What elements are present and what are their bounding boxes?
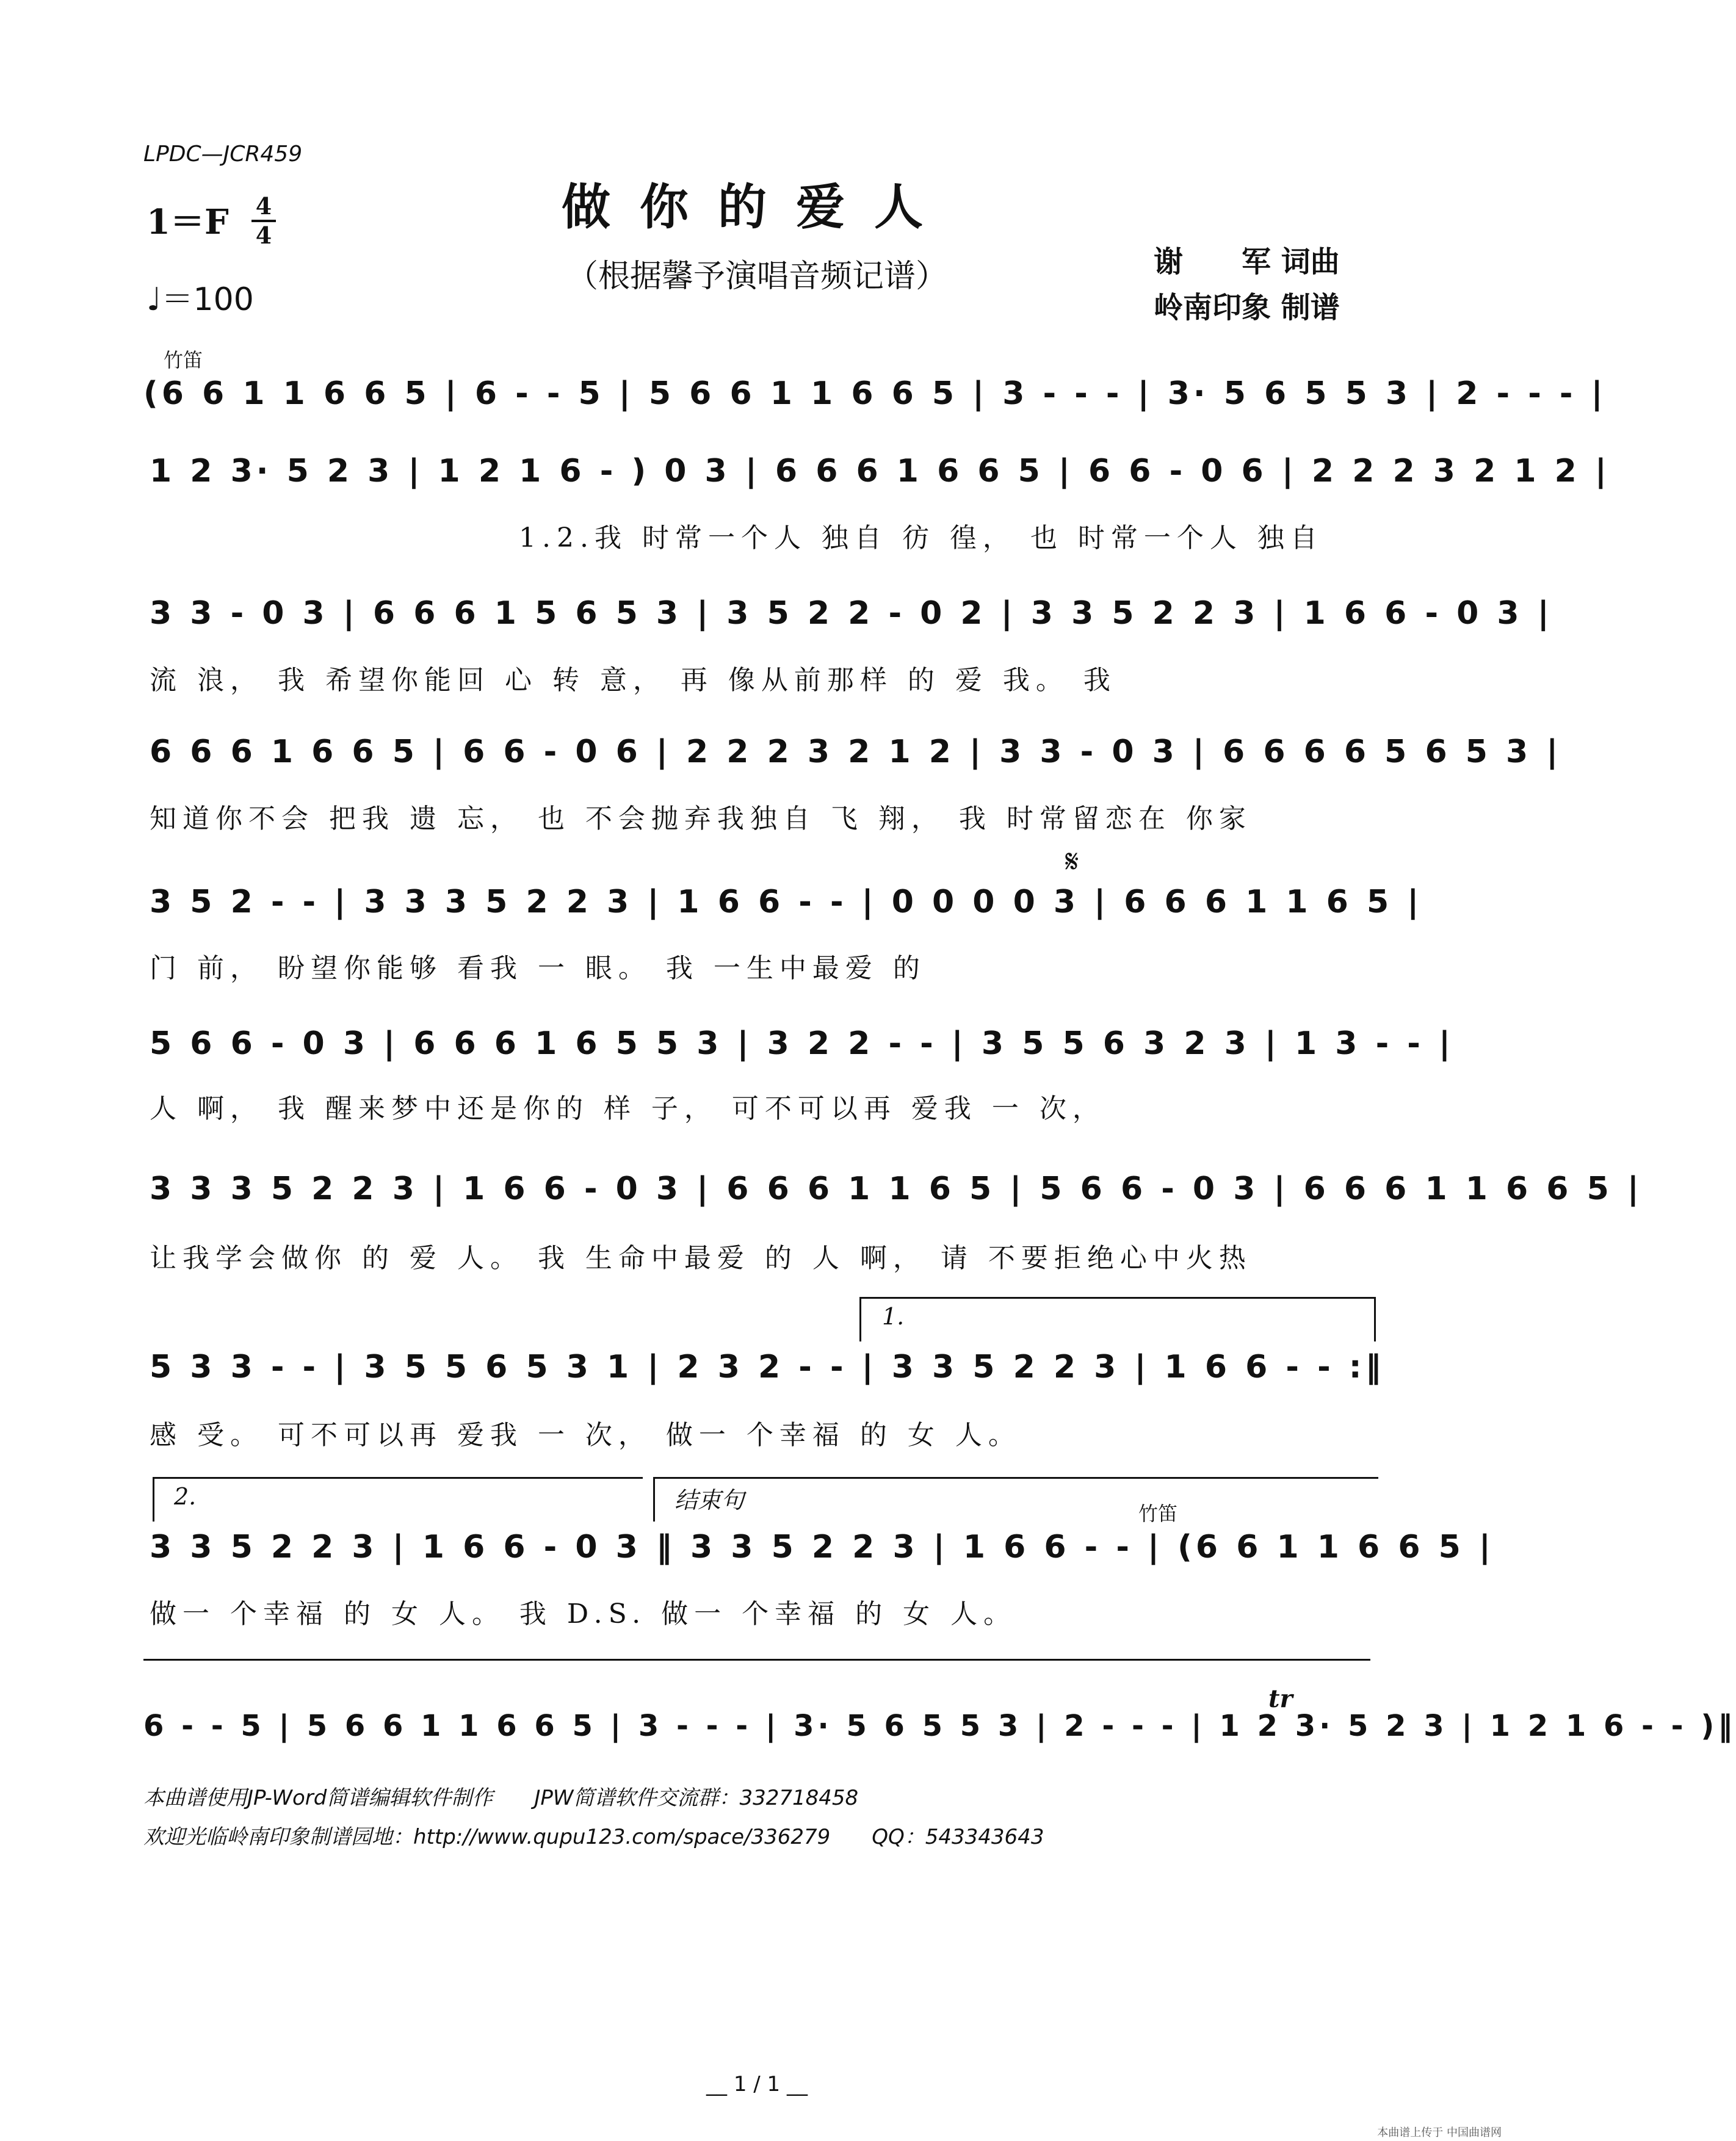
composer-credit: 谢 军 词曲 xyxy=(1154,245,1340,279)
lyrics-line-7: 让我学会做你 的 爱 人。 我 生命中最爱 的 人 啊， 请 不要拒绝心中火热 xyxy=(150,1243,1252,1274)
divider-line xyxy=(143,1659,1370,1661)
ending-bracket xyxy=(653,1477,1378,1522)
lyrics-line-5: 门 前， 盼望你能够 看我 一 眼。 我 一生中最爱 的 xyxy=(150,953,926,984)
lyrics-line-3: 流 浪， 我 希望你能回 心 转 意， 再 像从前那样 的 爱 我。 我 xyxy=(150,665,1116,696)
page-subtitle: （根据馨予演唱音频记谱） xyxy=(566,258,947,295)
score-line-3: 3 3 - 0 3 | 6 6 6 1 5 6 5 3 | 3 5 2 2 - 0 2 | 3 3 5 2 2 3 | 1 6 6 - 0 3 | xyxy=(150,595,1553,632)
lyrics-line-9: 做一 个幸福 的 女 人。 我 D.S. 做一 个幸福 的 女 人。 xyxy=(150,1598,1017,1630)
score-line-4: 6 6 6 1 6 6 5 | 6 6 - 0 6 | 2 2 2 3 2 1 2 | 3 3 - 0 3 | 6 6 6 6 5 6 5 3 | xyxy=(150,734,1562,770)
lyrics-line-2: 1.2.我 时常一个人 独自 彷 徨， 也 时常一个人 独自 xyxy=(519,522,1323,554)
segno-sign: 𝄋 xyxy=(1065,843,1079,880)
volta-1-label: 1. xyxy=(882,1303,905,1330)
meter-bottom: 4 xyxy=(255,222,272,249)
score-line-6: 5 6 6 - 0 3 | 6 6 6 1 6 5 5 3 | 3 2 2 - - | 3 5 5 6 3 2 3 | 1 3 - - | xyxy=(150,1025,1454,1062)
instrument-label-2: 竹笛 xyxy=(1138,1502,1178,1525)
score-line-9: 3 3 5 2 2 3 | 1 6 6 - 0 3 ‖ 3 3 5 2 2 3 | 1 6 6 - - | (6 6 1 1 6 6 5 | xyxy=(150,1529,1494,1565)
trill-mark: tr xyxy=(1268,1684,1293,1713)
page-number: __ 1 / 1 __ xyxy=(706,2072,808,2096)
arranger-credit: 岭南印象 制谱 xyxy=(1154,291,1340,325)
lyrics-line-4: 知道你不会 把我 遗 忘， 也 不会抛弃我独自 飞 翔， 我 时常留恋在 你家 xyxy=(150,803,1252,834)
watermark: 本曲谱上传于 中国曲谱网 xyxy=(1377,2126,1502,2139)
score-line-10: 6 - - 5 | 5 6 6 1 1 6 6 5 | 3 - - - | 3· 5 6 5 5 3 | 2 - - - | 1 2 3· 5 2 3 | 1 2 1 6 - - )‖ xyxy=(143,1709,1736,1743)
page-title: 做你的爱人 xyxy=(562,178,952,236)
instrument-label: 竹笛 xyxy=(164,348,203,372)
lyrics-line-8: 感 受。 可不可以再 爱我 一 次， 做一 个幸福 的 女 人。 xyxy=(150,1420,1021,1451)
score-line-7: 3 3 3 5 2 2 3 | 1 6 6 - 0 3 | 6 6 6 1 1 6 5 | 5 6 6 - 0 3 | 6 6 6 1 1 6 6 5 | xyxy=(150,1171,1643,1207)
meter-top: 4 xyxy=(255,192,272,220)
ending-label: 结束句 xyxy=(675,1487,745,1514)
volta-2-label: 2. xyxy=(174,1483,197,1510)
score-code: LPDC—JCR459 xyxy=(143,142,303,167)
tempo-mark: ♩＝100 xyxy=(146,281,254,318)
score-line-1: (6 6 1 1 6 6 5 | 6 - - 5 | 5 6 6 1 1 6 6 5 | 3 - - - | 3· 5 6 5 5 3 | 2 - - - | xyxy=(143,375,1607,412)
volta-2-bracket xyxy=(153,1477,643,1522)
score-line-8: 5 3 3 - - | 3 5 5 6 5 3 1 | 2 3 2 - - | 3 3 5 2 2 3 | 1 6 6 - - :‖ xyxy=(150,1349,1385,1385)
volta-1-bracket xyxy=(859,1297,1376,1341)
key-signature: 1＝F xyxy=(146,202,229,242)
score-line-2: 1 2 3· 5 2 3 | 1 2 1 6 - ) 0 3 | 6 6 6 1 6 6 5 | 6 6 - 0 6 | 2 2 2 3 2 1 2 | xyxy=(150,453,1610,489)
score-line-5: 3 5 2 - - | 3 3 3 5 2 2 3 | 1 6 6 - - | 0 0 0 0 3 | 6 6 6 1 1 6 5 | xyxy=(150,884,1423,920)
time-signature xyxy=(251,194,276,248)
footer-software-note: 本曲谱使用JP-Word简谱编辑软件制作 JPW简谱软件交流群：332718458 xyxy=(143,1786,859,1810)
lyrics-line-6: 人 啊， 我 醒来梦中还是你的 样 子， 可不可以再 爱我 一 次， xyxy=(150,1093,1105,1124)
footer-website-note: 欢迎光临岭南印象制谱园地：http://www.qupu123.com/space/336279 QQ：543343643 xyxy=(143,1825,1044,1849)
